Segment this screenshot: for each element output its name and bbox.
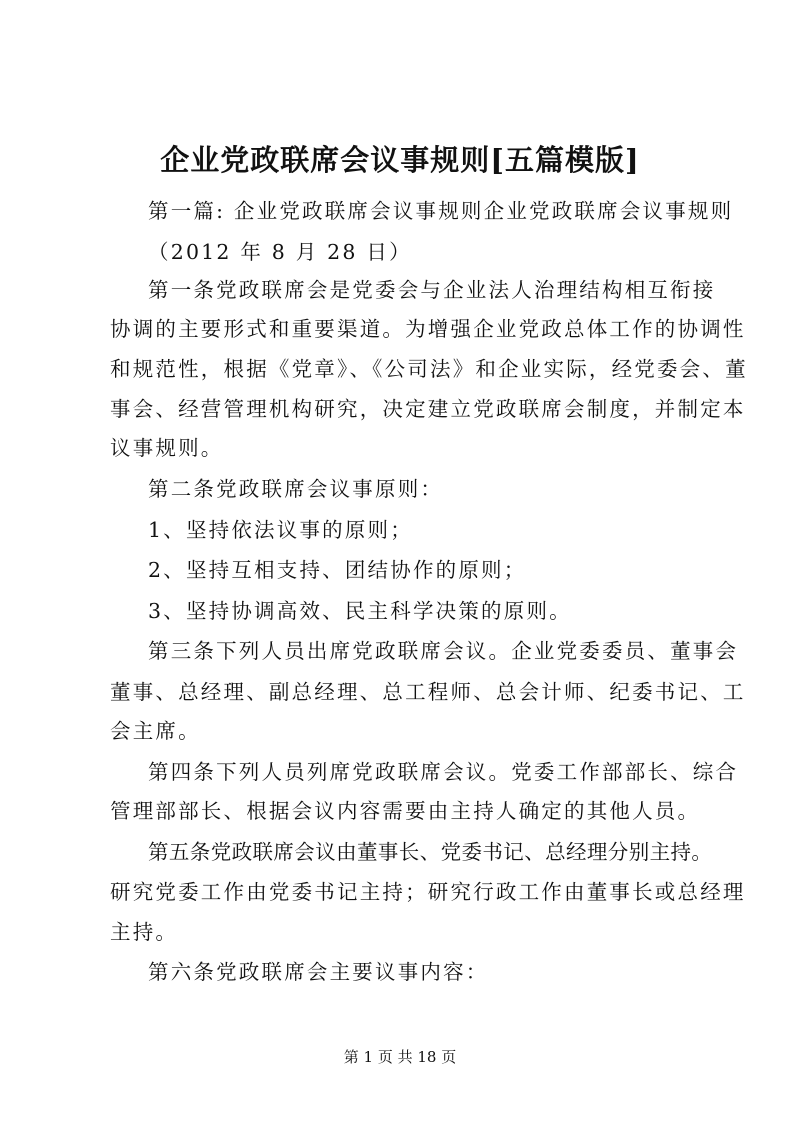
text-line: 第四条下列人员列席党政联席会议。党委工作部部长、综合: [148, 760, 739, 784]
text-line: 研究党委工作由党委书记主持；研究行政工作由董事长或总经理: [110, 880, 746, 904]
text-line: 会主席。: [110, 719, 201, 743]
text-line: 协调的主要形式和重要渠道。为增强企业党政总体工作的协调性: [110, 317, 746, 341]
text-line: 董事、总经理、副总经理、总工程师、总会计师、纪委书记、工: [110, 680, 746, 704]
text-line: 第六条党政联席会主要议事内容：: [148, 960, 489, 984]
text-line: 主持。: [110, 920, 179, 944]
text-line: 2、坚持互相支持、团结协作的原则；: [148, 558, 527, 582]
text-line: 第五条党政联席会议由董事长、党委书记、总经理分别主持。: [148, 840, 713, 864]
text-line: （2012 年 8 月 28 日）: [148, 240, 412, 264]
text-line: 和规范性，根据《党章》、《公司法》和企业实际，经党委会、董: [110, 357, 748, 381]
text-line: 管理部部长、根据会议内容需要由主持人确定的其他人员。: [110, 799, 701, 823]
text-line: 议事规则。: [110, 436, 224, 460]
page-number: 第 1 页 共 18 页: [343, 1048, 457, 1066]
text-line: 第三条下列人员出席党政联席会议。企业党委委员、董事会: [148, 639, 739, 663]
text-line: 第一篇: 企业党政联席会议事规则企业党政联席会议事规则: [148, 199, 734, 223]
text-line: 1、坚持依法议事的原则；: [148, 518, 413, 542]
text-line: 第一条党政联席会是党委会与企业法人治理结构相互衔接: [148, 278, 716, 302]
text-line: 第二条党政联席会议事原则：: [148, 477, 444, 501]
text-line: 事会、经营管理机构研究，决定建立党政联席会制度，并制定本: [110, 397, 746, 421]
document-title: 企业党政联席会议事规则[五篇模版]: [160, 143, 640, 177]
text-line: 3、坚持协调高效、民主科学决策的原则。: [148, 599, 572, 623]
